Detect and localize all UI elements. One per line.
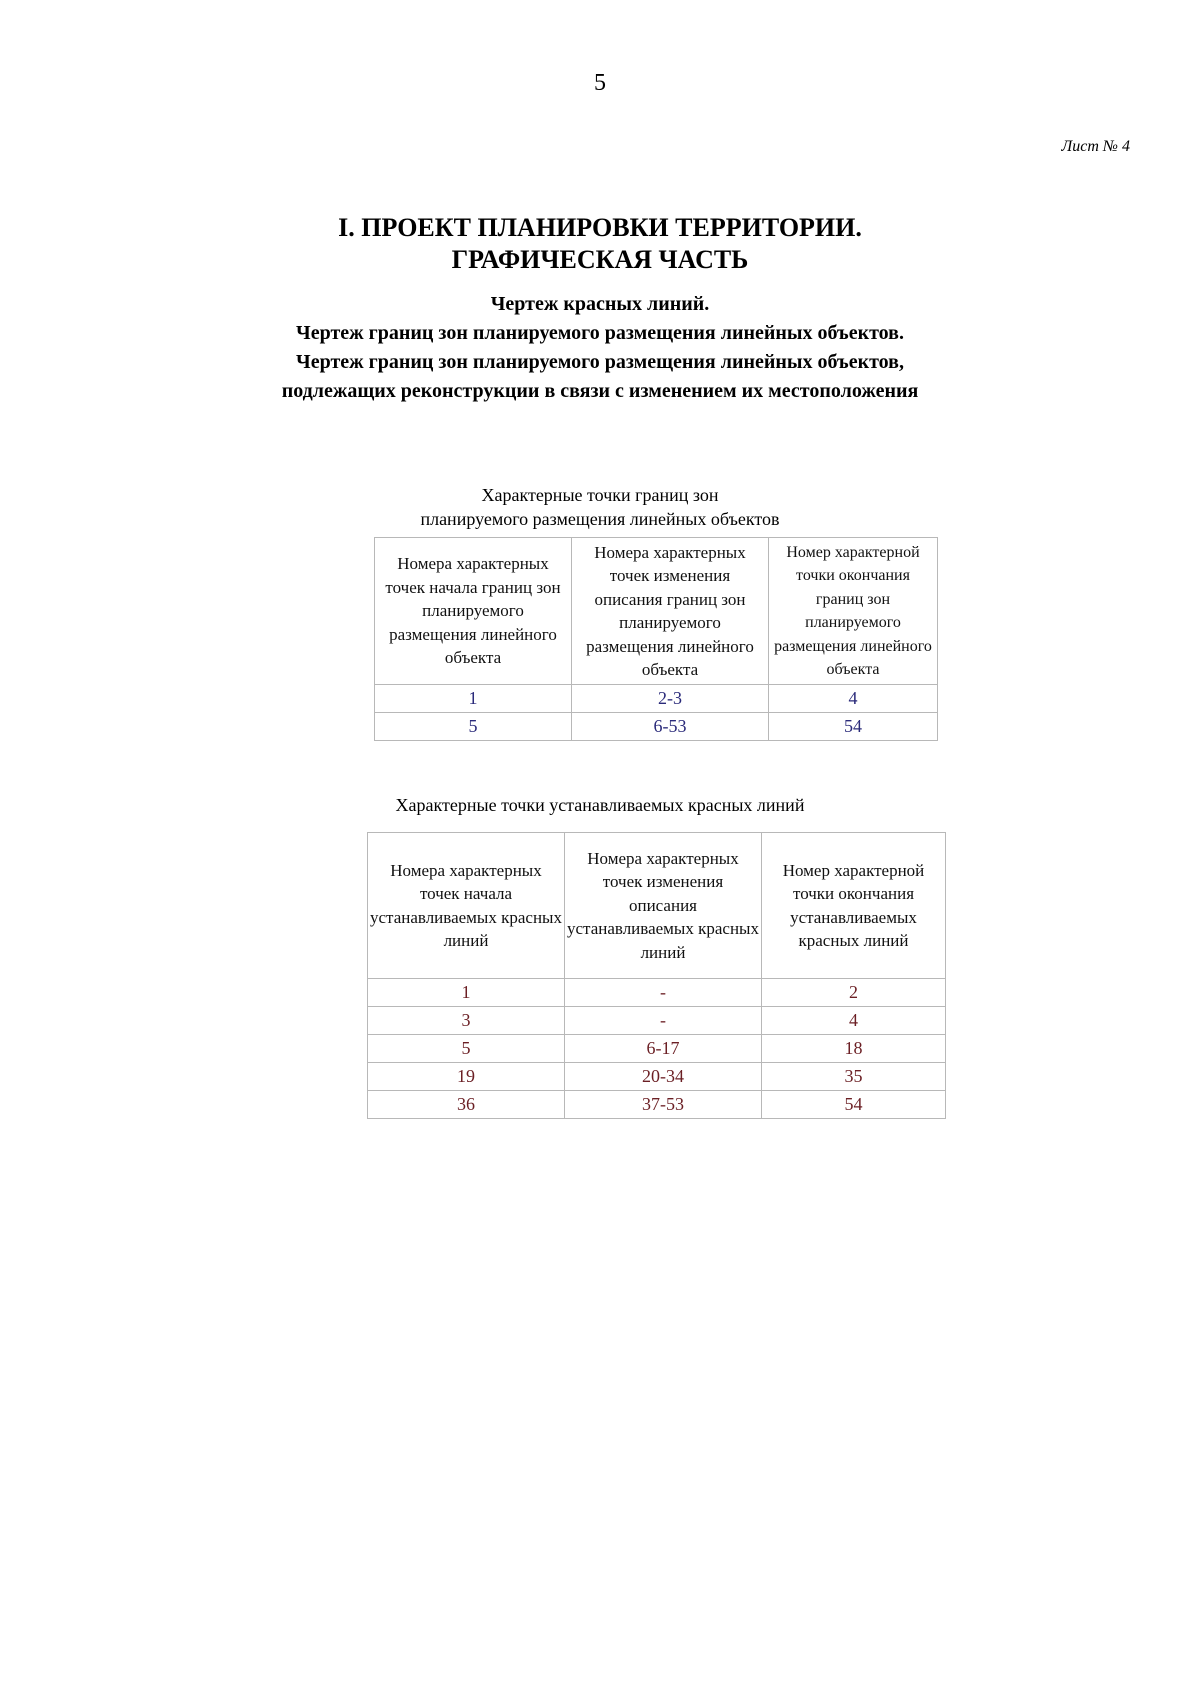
table1-caption-line-1: Характерные точки границ зон — [481, 485, 719, 505]
table-header-row — [368, 833, 946, 979]
table-row — [368, 1007, 946, 1035]
table2-caption: Характерные точки устанавливаемых красных линий — [395, 795, 805, 815]
table-row — [368, 1063, 946, 1091]
table2-header-start: Номера характерных точек начала устанавливаемых красных линий — [368, 833, 565, 979]
subtitle-line-1: Чертеж красных линий. — [490, 293, 710, 315]
table-cell: 1 — [368, 979, 565, 1007]
table-cell: 6-17 — [565, 1035, 762, 1063]
table-row — [368, 1035, 946, 1063]
table-cell: - — [565, 979, 762, 1007]
table2-header-change: Номера характерных точек изменения описания устанавливаемых красных линий — [565, 833, 762, 979]
table-header-row — [375, 538, 938, 685]
table-cell: 54 — [762, 1091, 946, 1119]
table-cell: 5 — [375, 713, 572, 741]
table-row — [368, 1091, 946, 1119]
table-cell: 3 — [368, 1007, 565, 1035]
table-cell: 20-34 — [565, 1063, 762, 1091]
table1-caption — [0, 483, 1200, 531]
table-cell: 37-53 — [565, 1091, 762, 1119]
document-title — [0, 212, 1200, 276]
table-cell: 5 — [368, 1035, 565, 1063]
table-row — [375, 685, 938, 713]
table2-header-end: Номер характерной точки окончания устанавливаемых красных линий — [762, 833, 946, 979]
document-subtitle — [0, 290, 1200, 406]
table-cell: 4 — [769, 685, 938, 713]
title-line-2: ГРАФИЧЕСКАЯ ЧАСТЬ — [451, 245, 749, 274]
table-cell: 19 — [368, 1063, 565, 1091]
subtitle-line-3: Чертеж границ зон планируемого размещения линейных объектов, — [296, 351, 904, 373]
zone-boundary-points-table — [374, 537, 938, 741]
title-line-1: I. ПРОЕКТ ПЛАНИРОВКИ ТЕРРИТОРИИ. — [338, 213, 862, 242]
table-cell: - — [565, 1007, 762, 1035]
sheet-label: Лист № 4 — [1061, 138, 1130, 155]
table-cell: 35 — [762, 1063, 946, 1091]
table-cell: 6-53 — [572, 713, 769, 741]
table1-header-start: Номера характерных точек начала границ зон планируемого размещения линейного объекта — [375, 538, 572, 685]
subtitle-line-4: подлежащих реконструкции в связи с изменением их местоположения — [281, 380, 919, 402]
red-lines-points-table — [367, 832, 946, 1119]
table1-caption-line-2: планируемого размещения линейных объектов — [420, 509, 780, 529]
table-cell: 2 — [762, 979, 946, 1007]
table-cell: 18 — [762, 1035, 946, 1063]
page-number: 5 — [594, 70, 606, 96]
table-row — [368, 979, 946, 1007]
table-row — [375, 713, 938, 741]
table-cell: 1 — [375, 685, 572, 713]
subtitle-line-2: Чертеж границ зон планируемого размещения линейных объектов. — [296, 322, 904, 344]
table-cell: 54 — [769, 713, 938, 741]
table1-header-change: Номера характерных точек изменения описания границ зон планируемого размещения линейного объекта — [572, 538, 769, 685]
table-cell: 2-3 — [572, 685, 769, 713]
table-cell: 4 — [762, 1007, 946, 1035]
table1-header-end: Номер характерной точки окончания границ зон планируемого размещения линейного объекта — [769, 538, 938, 685]
table-cell: 36 — [368, 1091, 565, 1119]
